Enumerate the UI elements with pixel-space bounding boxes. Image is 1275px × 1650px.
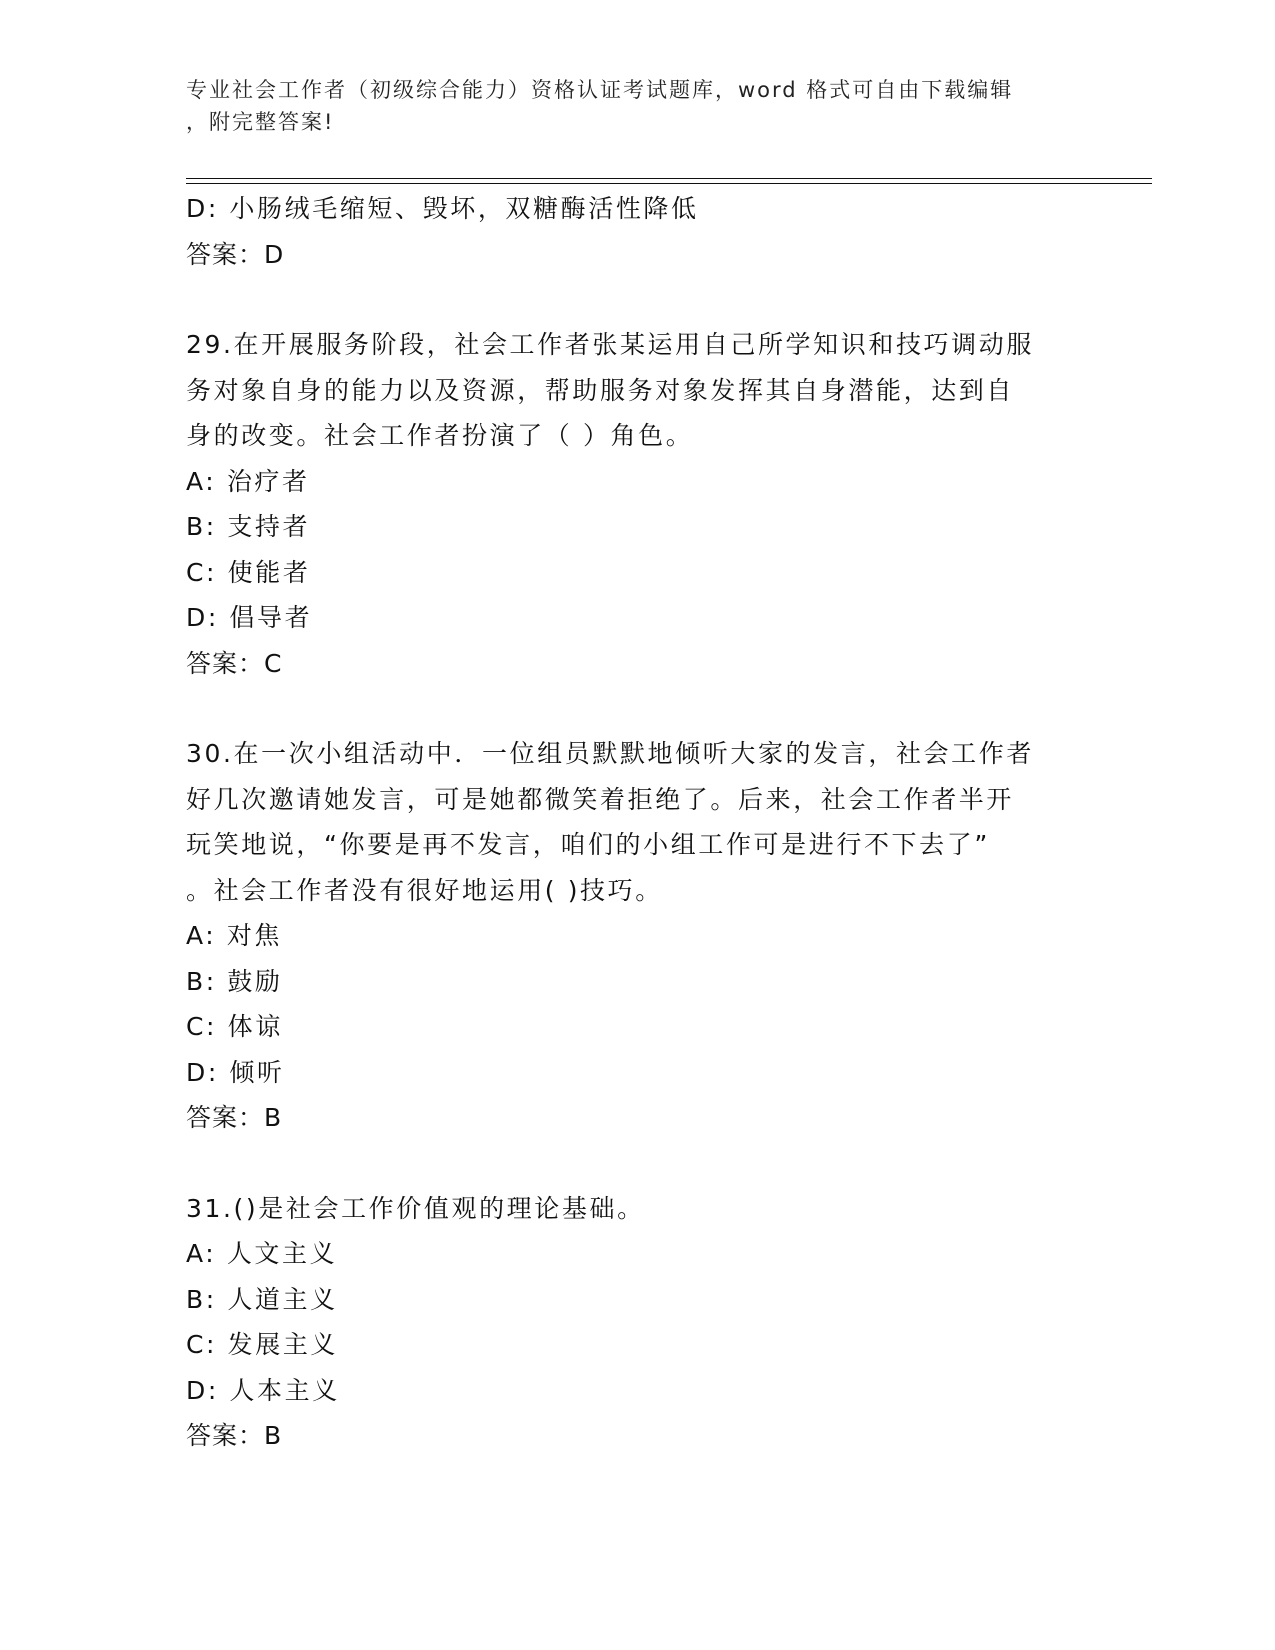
option-b: B: 支持者 [186,512,311,541]
question-text-line: 身的改变。社会工作者扮演了（ ）角色。 [186,421,694,450]
header-line-2: ，附完整答案! [186,110,335,134]
question-29 [186,322,1106,686]
spacer [186,686,1106,731]
answer-line: 答案：B [186,1421,283,1450]
question-text-line: 务对象自身的能力以及资源，帮助服务对象发挥其自身潜能，达到自 [186,375,1015,405]
header-line-1: 专业社会工作者（初级综合能力）资格认证考试题库，word 格式可自由下载编辑 [186,78,1014,102]
option-d: D: 倡导者 [186,603,313,632]
question-text-line: 29.在开展服务阶段，社会工作者张某运用自己所学知识和技巧调动服 [186,330,1034,359]
spacer [186,1141,1106,1186]
option-d: D: 倾听 [186,1057,285,1087]
option-d: D: 小肠绒毛缩短、毁坏，双糖酶活性降低 [186,194,699,223]
spacer [186,277,1106,322]
header-rule-top [186,178,1152,179]
option-c: C: 发展主义 [186,1330,339,1359]
option-a: A: 治疗者 [186,466,310,496]
question-text-line: 30.在一次小组活动中．一位组员默默地倾听大家的发言，社会工作者 [186,739,1034,768]
question-text-line: 。社会工作者没有很好地运用( )技巧。 [186,875,663,905]
answer-line: 答案：C [186,648,283,678]
question-text-line: 好几次邀请她发言，可是她都微笑着拒绝了。后来，社会工作者半开 [186,784,1015,814]
document-header [186,74,1086,138]
option-c: C: 体谅 [186,1012,283,1041]
question-30 [186,731,1106,1141]
answer-line: 答案：B [186,1103,283,1132]
answer-line: 答案：D [186,239,285,269]
question-text-line: 31.()是社会工作价值观的理论基础。 [186,1193,645,1223]
option-c: C: 使能者 [186,557,311,587]
question-content [186,186,1106,1459]
option-b: B: 人道主义 [186,1284,338,1314]
header-rule-bottom [186,183,1152,184]
previous-question-tail [186,186,1106,277]
option-a: A: 人文主义 [186,1239,338,1268]
option-a: A: 对焦 [186,921,283,950]
question-text-line: 玩笑地说，“你要是再不发言，咱们的小组工作可是进行不下去了” [186,830,990,859]
option-b: B: 鼓励 [186,966,283,996]
option-d: D: 人本主义 [186,1375,340,1405]
question-31 [186,1186,1106,1459]
